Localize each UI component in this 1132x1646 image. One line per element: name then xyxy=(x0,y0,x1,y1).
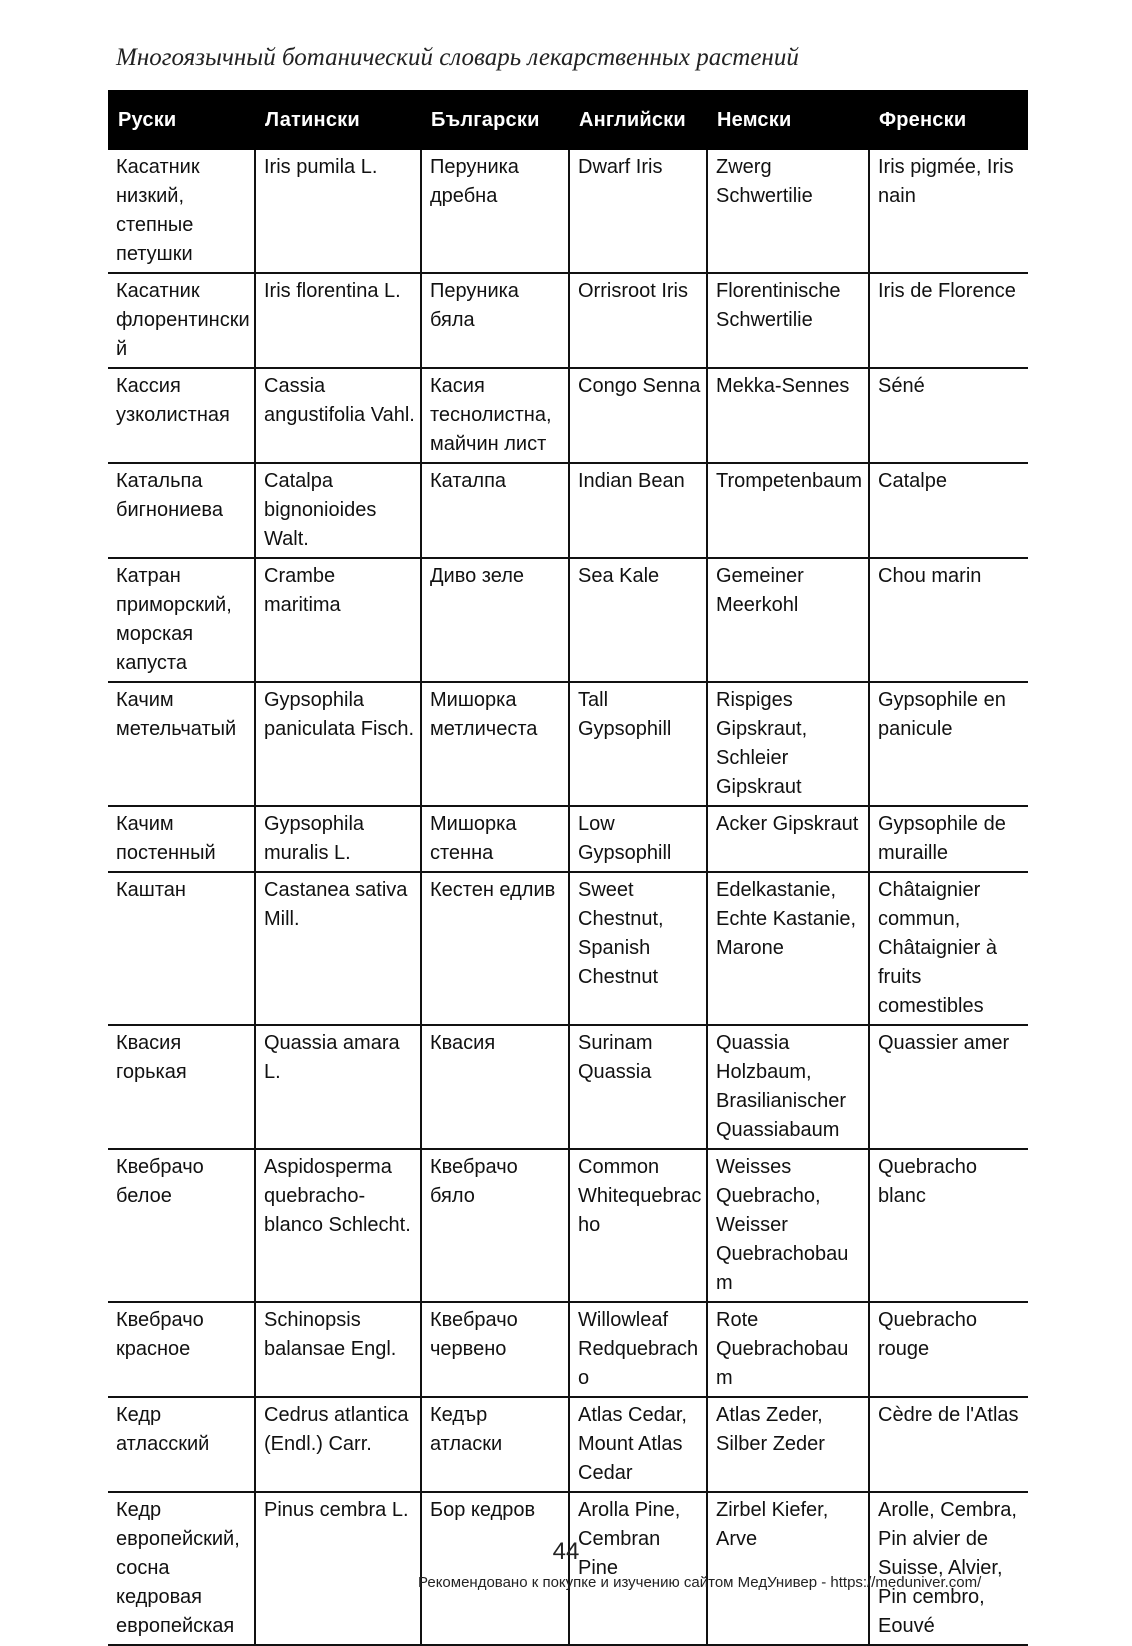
page-number: 44 xyxy=(552,1538,580,1565)
cell-latin: Castanea sativa Mill. xyxy=(255,872,421,1025)
cell-russian: Касатник низкий, степные петушки xyxy=(108,150,255,273)
cell-latin: Schinopsis balansae Engl. xyxy=(255,1302,421,1397)
cell-bulgarian: Квасия xyxy=(421,1025,569,1149)
column-header-russian: Руски xyxy=(108,90,255,150)
cell-french: Arolle, Cembra, Pin alvier de Suisse, Alvier, Pin cembro, Eouvé xyxy=(869,1492,1028,1645)
cell-french: Catalpe xyxy=(869,463,1028,558)
table-header-row xyxy=(108,90,1028,150)
cell-german: Mekka-Sennes xyxy=(707,368,869,463)
table-row xyxy=(108,1025,1028,1149)
cell-bulgarian: Каталпа xyxy=(421,463,569,558)
cell-latin: Pinus cembra L. xyxy=(255,1492,421,1645)
cell-russian: Качим метельчатый xyxy=(108,682,255,806)
book-title: Многоязычный ботанический словарь лекарственных растений xyxy=(116,44,799,71)
cell-french: Séné xyxy=(869,368,1028,463)
cell-russian: Квебрачо красное xyxy=(108,1302,255,1397)
cell-german: Florentinische Schwertilie xyxy=(707,273,869,368)
cell-german: Zwerg Schwertilie xyxy=(707,150,869,273)
cell-german: Acker Gipskraut xyxy=(707,806,869,872)
table-row xyxy=(108,682,1028,806)
cell-english: Orrisroot Iris xyxy=(569,273,707,368)
table-row xyxy=(108,806,1028,872)
dictionary-table xyxy=(108,90,1028,1646)
cell-latin: Aspidosperma quebracho- blanco Schlecht. xyxy=(255,1149,421,1302)
cell-bulgarian: Квебрачо бяло xyxy=(421,1149,569,1302)
cell-german: Weisses Quebracho, Weisser Quebrachobaum xyxy=(707,1149,869,1302)
cell-bulgarian: Перуника бяла xyxy=(421,273,569,368)
cell-german: Rispiges Gipskraut, Schleier Gipskraut xyxy=(707,682,869,806)
cell-english: Sea Kale xyxy=(569,558,707,682)
cell-russian: Касатник флорентинский xyxy=(108,273,255,368)
table-row xyxy=(108,558,1028,682)
cell-latin: Crambe maritima xyxy=(255,558,421,682)
table-row xyxy=(108,150,1028,273)
cell-french: Quassier amer xyxy=(869,1025,1028,1149)
cell-latin: Iris pumila L. xyxy=(255,150,421,273)
cell-german: Rote Quebrachobaum xyxy=(707,1302,869,1397)
table-row xyxy=(108,1397,1028,1492)
footer-note: Рекомендовано к покупке и изучению сайтом МедУнивер - https://meduniver.com/ xyxy=(418,1574,982,1591)
cell-english: Arolla Pine, Cembran Pine xyxy=(569,1492,707,1645)
cell-russian: Кассия узколистная xyxy=(108,368,255,463)
cell-latin: Cedrus atlantica (Endl.) Carr. xyxy=(255,1397,421,1492)
cell-german: Edelkastanie, Echte Kastanie, Marone xyxy=(707,872,869,1025)
table-row xyxy=(108,368,1028,463)
cell-bulgarian: Квебрачо червено xyxy=(421,1302,569,1397)
cell-english: Congo Senna xyxy=(569,368,707,463)
cell-french: Cèdre de l'Atlas xyxy=(869,1397,1028,1492)
cell-latin: Gypsophila muralis L. xyxy=(255,806,421,872)
table-row xyxy=(108,273,1028,368)
cell-german: Zirbel Kiefer, Arve xyxy=(707,1492,869,1645)
cell-english: Low Gypsophill xyxy=(569,806,707,872)
cell-bulgarian: Касия теснолистна, майчин лист xyxy=(421,368,569,463)
cell-russian: Кедр европейский, сосна кедровая европейская xyxy=(108,1492,255,1645)
cell-bulgarian: Кедър атласки xyxy=(421,1397,569,1492)
cell-latin: Iris florentina L. xyxy=(255,273,421,368)
column-header-latin: Латински xyxy=(255,90,421,150)
cell-german: Gemeiner Meerkohl xyxy=(707,558,869,682)
column-header-french: Френски xyxy=(869,90,1028,150)
cell-russian: Качим постенный xyxy=(108,806,255,872)
cell-french: Quebracho blanc xyxy=(869,1149,1028,1302)
table-row xyxy=(108,463,1028,558)
cell-french: Iris pigmée, Iris nain xyxy=(869,150,1028,273)
cell-french: Gypsophile en panicule xyxy=(869,682,1028,806)
table-row xyxy=(108,1492,1028,1645)
cell-russian: Кедр атласский xyxy=(108,1397,255,1492)
cell-english: Sweet Chestnut, Spanish Chestnut xyxy=(569,872,707,1025)
cell-bulgarian: Мишорка стенна xyxy=(421,806,569,872)
cell-bulgarian: Кестен едлив xyxy=(421,872,569,1025)
cell-english: Indian Bean xyxy=(569,463,707,558)
cell-latin: Quassia amara L. xyxy=(255,1025,421,1149)
cell-french: Châtaignier commun, Châtaignier à fruits comestibles xyxy=(869,872,1028,1025)
cell-latin: Cassia angustifolia Vahl. xyxy=(255,368,421,463)
cell-french: Quebracho rouge xyxy=(869,1302,1028,1397)
cell-german: Atlas Zeder, Silber Zeder xyxy=(707,1397,869,1492)
cell-french: Gypsophile de muraille xyxy=(869,806,1028,872)
cell-latin: Catalpa bignonioides Walt. xyxy=(255,463,421,558)
cell-bulgarian: Бор кедров xyxy=(421,1492,569,1645)
column-header-german: Немски xyxy=(707,90,869,150)
cell-bulgarian: Перуника дребна xyxy=(421,150,569,273)
cell-bulgarian: Мишорка метличеста xyxy=(421,682,569,806)
cell-english: Willowleaf Redquebracho xyxy=(569,1302,707,1397)
cell-russian: Каштан xyxy=(108,872,255,1025)
cell-russian: Квасия горькая xyxy=(108,1025,255,1149)
column-header-bulgarian: Български xyxy=(421,90,569,150)
cell-english: Atlas Cedar, Mount Atlas Cedar xyxy=(569,1397,707,1492)
cell-english: Tall Gypsophill xyxy=(569,682,707,806)
cell-german: Quassia Holzbaum, Brasilianischer Quassiabaum xyxy=(707,1025,869,1149)
cell-english: Dwarf Iris xyxy=(569,150,707,273)
cell-french: Chou marin xyxy=(869,558,1028,682)
cell-russian: Квебрачо белое xyxy=(108,1149,255,1302)
cell-german: Trompetenbaum xyxy=(707,463,869,558)
cell-russian: Катран приморский, морская капуста xyxy=(108,558,255,682)
table-row xyxy=(108,872,1028,1025)
cell-english: Surinam Quassia xyxy=(569,1025,707,1149)
table-row xyxy=(108,1149,1028,1302)
column-header-english: Английски xyxy=(569,90,707,150)
cell-bulgarian: Диво зеле xyxy=(421,558,569,682)
cell-latin: Gypsophila paniculata Fisch. xyxy=(255,682,421,806)
cell-russian: Катальпа бигнониева xyxy=(108,463,255,558)
table-row xyxy=(108,1302,1028,1397)
cell-french: Iris de Florence xyxy=(869,273,1028,368)
cell-english: Common Whitequebracho xyxy=(569,1149,707,1302)
